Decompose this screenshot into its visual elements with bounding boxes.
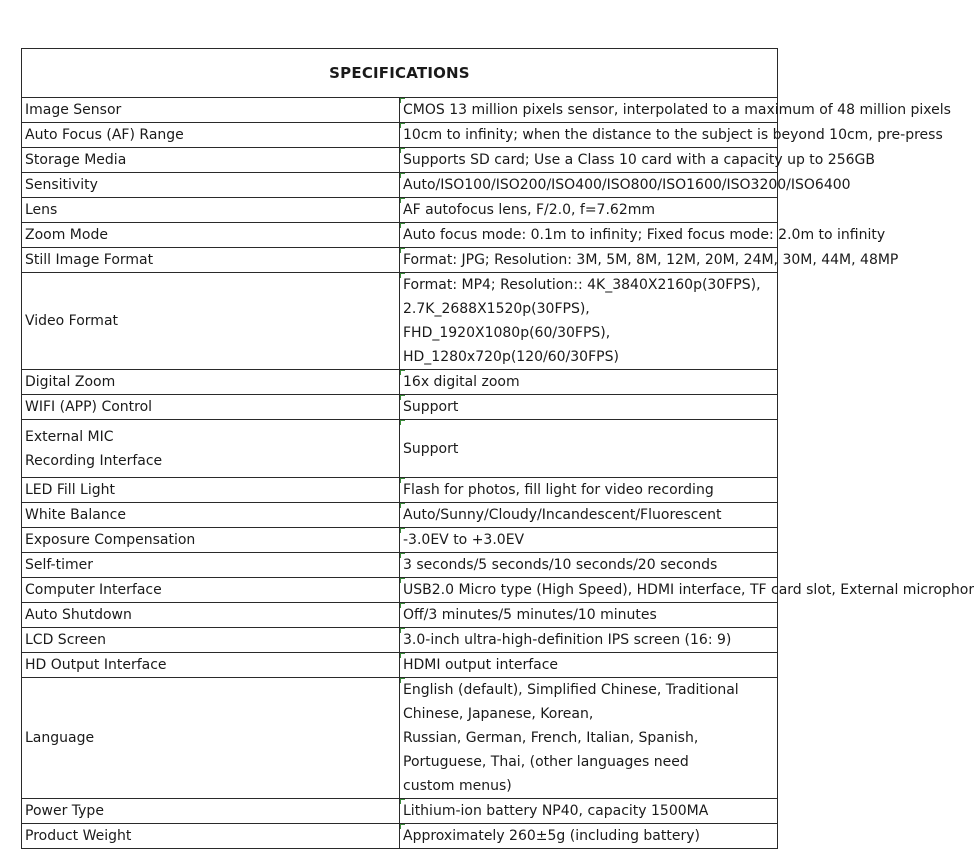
- row-value: Support: [400, 420, 778, 478]
- row-label: LED Fill Light: [22, 478, 400, 503]
- row-label: Computer Interface: [22, 578, 400, 603]
- row-label: Auto Shutdown: [22, 603, 400, 628]
- row-value: CMOS 13 million pixels sensor, interpolated to a maximum of 48 million pixels: [400, 98, 778, 123]
- row-label: WIFI (APP) Control: [22, 395, 400, 420]
- table-row: [22, 420, 778, 478]
- row-value: English (default), Simplified Chinese, Traditional Chinese, Japanese, Korean, Russian, German, French, Italian, Spanish, Portuguese, Thai, (other languages need custom menus): [400, 678, 778, 799]
- table-row: [22, 123, 778, 148]
- row-value: Lithium-ion battery NP40, capacity 1500MA: [400, 799, 778, 824]
- table-row: [22, 273, 778, 370]
- row-value: Format: MP4; Resolution:: 4K_3840X2160p(30FPS), 2.7K_2688X1520p(30FPS), FHD_1920X1080p(60/30FPS), HD_1280x720p(120/60/30FPS): [400, 273, 778, 370]
- row-label: Sensitivity: [22, 173, 400, 198]
- table-row: [22, 678, 778, 799]
- table-row: [22, 628, 778, 653]
- row-value: Approximately 260±5g (including battery): [400, 824, 778, 849]
- row-label: External MIC Recording Interface: [22, 420, 400, 478]
- row-label: Zoom Mode: [22, 223, 400, 248]
- table-row: [22, 578, 778, 603]
- row-value: HDMI output interface: [400, 653, 778, 678]
- specifications-table: [21, 48, 974, 849]
- table-row: [22, 528, 778, 553]
- table-title: SPECIFICATIONS: [22, 49, 778, 98]
- row-label: Power Type: [22, 799, 400, 824]
- table-row: [22, 395, 778, 420]
- row-value: 16x digital zoom: [400, 370, 778, 395]
- table-row: [22, 248, 778, 273]
- row-value: Auto focus mode: 0.1m to infinity; Fixed focus mode: 2.0m to infinity: [400, 223, 778, 248]
- row-label: HD Output Interface: [22, 653, 400, 678]
- row-label: Language: [22, 678, 400, 799]
- table-row: [22, 603, 778, 628]
- table-row: [22, 478, 778, 503]
- row-value: Auto/Sunny/Cloudy/Incandescent/Fluorescent: [400, 503, 778, 528]
- row-value: Off/3 minutes/5 minutes/10 minutes: [400, 603, 778, 628]
- row-label: Self-timer: [22, 553, 400, 578]
- table-row: [22, 370, 778, 395]
- row-value: Auto/ISO100/ISO200/ISO400/ISO800/ISO1600/ISO3200/ISO6400: [400, 173, 778, 198]
- row-value: USB2.0 Micro type (High Speed), HDMI interface, TF card slot, External microphor: [400, 578, 778, 603]
- row-value: 3.0-inch ultra-high-definition IPS screen (16: 9): [400, 628, 778, 653]
- row-label: Exposure Compensation: [22, 528, 400, 553]
- row-value: Supports SD card; Use a Class 10 card with a capacity up to 256GB: [400, 148, 778, 173]
- table-row: [22, 824, 778, 849]
- row-value: AF autofocus lens, F/2.0, f=7.62mm: [400, 198, 778, 223]
- table-row: [22, 553, 778, 578]
- row-value: 3 seconds/5 seconds/10 seconds/20 seconds: [400, 553, 778, 578]
- table-row: [22, 503, 778, 528]
- row-value: -3.0EV to +3.0EV: [400, 528, 778, 553]
- table-row: [22, 98, 778, 123]
- title-row: [22, 49, 778, 98]
- table-row: [22, 173, 778, 198]
- row-label: Image Sensor: [22, 98, 400, 123]
- row-value: Format: JPG; Resolution: 3M, 5M, 8M, 12M, 20M, 24M, 30M, 44M, 48MP: [400, 248, 778, 273]
- table-row: [22, 198, 778, 223]
- row-label: Video Format: [22, 273, 400, 370]
- row-value: Support: [400, 395, 778, 420]
- row-label: White Balance: [22, 503, 400, 528]
- row-label: LCD Screen: [22, 628, 400, 653]
- table-row: [22, 653, 778, 678]
- table-row: [22, 148, 778, 173]
- row-label: Lens: [22, 198, 400, 223]
- row-label: Still Image Format: [22, 248, 400, 273]
- row-label: Storage Media: [22, 148, 400, 173]
- row-value: Flash for photos, fill light for video recording: [400, 478, 778, 503]
- row-label: Digital Zoom: [22, 370, 400, 395]
- row-label: Auto Focus (AF) Range: [22, 123, 400, 148]
- table-row: [22, 799, 778, 824]
- row-label: Product Weight: [22, 824, 400, 849]
- table-row: [22, 223, 778, 248]
- row-value: 10cm to infinity; when the distance to the subject is beyond 10cm, pre-press: [400, 123, 778, 148]
